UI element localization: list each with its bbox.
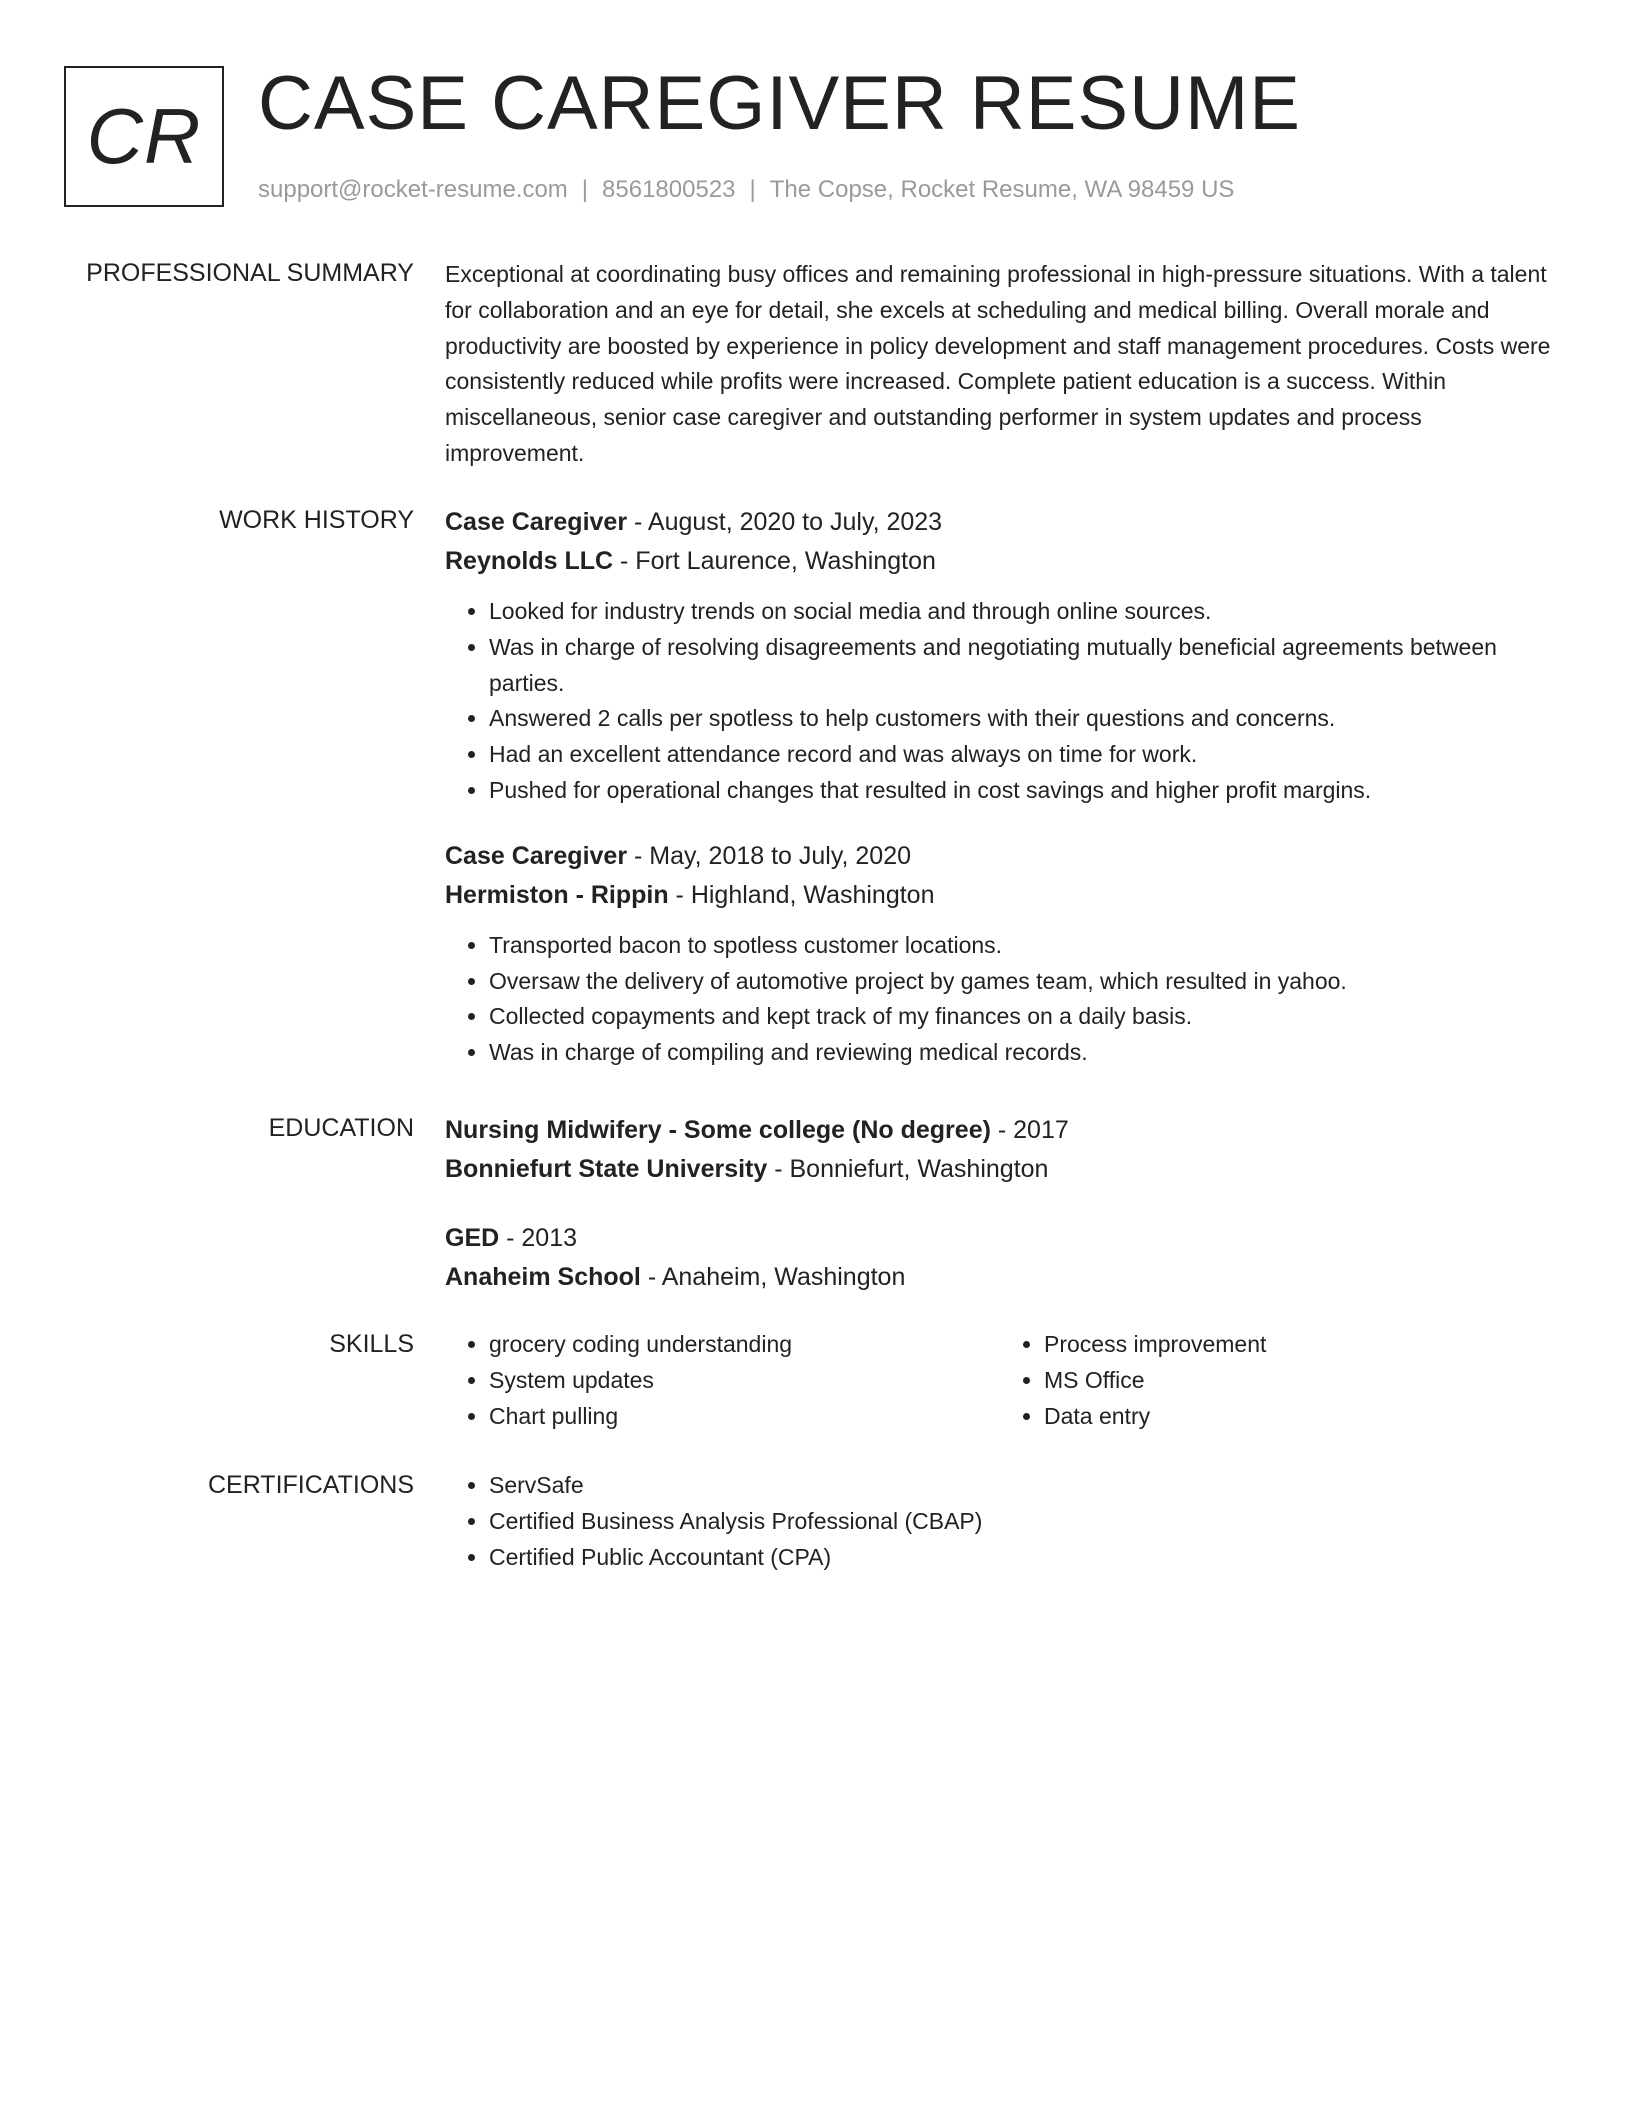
school: Bonniefurt State University [445, 1155, 768, 1183]
contact-phone: 8561800523 [602, 176, 736, 203]
list-item: • Process improvement [1044, 1327, 1555, 1363]
monogram-badge: CR [64, 66, 224, 207]
list-item: • Oversaw the delivery of automotive project by games team, which resulted in yahoo. [489, 964, 1555, 1000]
list-item: • Transported bacon to spotless customer locations. [489, 928, 1555, 964]
certifications-list [445, 1468, 1555, 1575]
contact-address: The Copse, Rocket Resume, WA 98459 US [769, 176, 1235, 203]
degree: Nursing Midwifery - Some college (No degree) [445, 1116, 991, 1144]
school-location: - Bonniefurt, Washington [767, 1155, 1049, 1183]
skills-column-left [445, 1327, 1000, 1434]
degree-year: - 2017 [990, 1116, 1069, 1144]
job-entry [445, 503, 1555, 809]
degree-year: - 2013 [499, 1224, 578, 1252]
school-line [445, 1258, 1555, 1297]
job-company-line [445, 542, 1555, 581]
list-item: • Certified Public Accountant (CPA) [489, 1540, 1555, 1576]
contact-separator: | [749, 176, 756, 203]
job-title: Case Caregiver [445, 508, 628, 536]
work-history-body [445, 503, 1555, 1071]
list-item: • ServSafe [489, 1468, 1555, 1504]
job-title-line [445, 503, 1555, 542]
job-bullets [445, 928, 1555, 1071]
summary-body [445, 257, 1555, 472]
summary-text: Exceptional at coordinating busy offices and remaining professional in high-pressure situations. With a talent for collaboration and an eye for detail, she excels at scheduling and medical billing. Overall morale and productivity are boosted by experience in policy development and staff management procedures. Costs were consistently reduced while profits were increased. Complete patient education is a success. Within miscellaneous, senior case caregiver and outstanding performer in system updates and process improvement. [445, 261, 1551, 466]
job-company-line [445, 876, 1555, 915]
school: Anaheim School [445, 1263, 641, 1291]
job-entry [445, 837, 1555, 1071]
skills-grid [445, 1327, 1555, 1434]
contact-email: support@rocket-resume.com [258, 176, 568, 203]
degree-line [445, 1111, 1555, 1150]
list-item: • Was in charge of resolving disagreements and negotiating mutually beneficial agreements between parties. [489, 630, 1555, 702]
list-item: • Looked for industry trends on social media and through online sources. [489, 594, 1555, 630]
job-location: - Fort Laurence, Washington [613, 547, 936, 575]
degree: GED [445, 1224, 500, 1252]
job-dates: - May, 2018 to July, 2020 [627, 841, 912, 870]
school-location: - Anaheim, Washington [640, 1263, 906, 1291]
contact-separator: | [581, 176, 589, 203]
job-bullets [445, 594, 1555, 809]
job-location: - Highland, Washington [668, 880, 935, 909]
job-company: Hermiston - Rippin [445, 880, 669, 909]
list-item: • MS Office [1044, 1363, 1555, 1399]
list-item: • Certified Business Analysis Professional (CBAP) [489, 1504, 1555, 1540]
skills-body [445, 1327, 1555, 1434]
section-label-summary: PROFESSIONAL SUMMARY [86, 259, 414, 287]
list-item: • Pushed for operational changes that resulted in cost savings and higher profit margins. [489, 773, 1555, 809]
school-line [445, 1150, 1555, 1189]
education-entry [445, 1219, 1555, 1297]
education-entry [445, 1111, 1555, 1189]
degree-line [445, 1219, 1555, 1258]
section-label-education: EDUCATION [268, 1114, 414, 1142]
section-label-certifications: CERTIFICATIONS [207, 1471, 414, 1499]
list-item: • Data entry [1044, 1399, 1555, 1435]
job-title-line [445, 837, 1555, 876]
list-item: • Had an excellent attendance record and was always on time for work. [489, 737, 1555, 773]
list-item: • Collected copayments and kept track of my finances on a daily basis. [489, 999, 1555, 1035]
contact-line [258, 172, 1234, 208]
job-company: Reynolds LLC [445, 547, 614, 575]
list-item: • grocery coding understanding [489, 1327, 1000, 1363]
job-title: Case Caregiver [445, 841, 628, 870]
list-item: • System updates [489, 1363, 1000, 1399]
certifications-body [445, 1468, 1555, 1575]
list-item: • Answered 2 calls per spotless to help customers with their questions and concerns. [489, 701, 1555, 737]
education-body [445, 1111, 1555, 1297]
section-label-skills: SKILLS [329, 1330, 414, 1358]
resume-title: CASE CAREGIVER RESUME [258, 61, 1301, 146]
section-label-work-history: WORK HISTORY [219, 506, 414, 534]
list-item: • Was in charge of compiling and reviewing medical records. [489, 1035, 1555, 1071]
job-dates: - August, 2020 to July, 2023 [627, 508, 943, 536]
list-item: • Chart pulling [489, 1399, 1000, 1435]
skills-column-right [1000, 1327, 1555, 1434]
